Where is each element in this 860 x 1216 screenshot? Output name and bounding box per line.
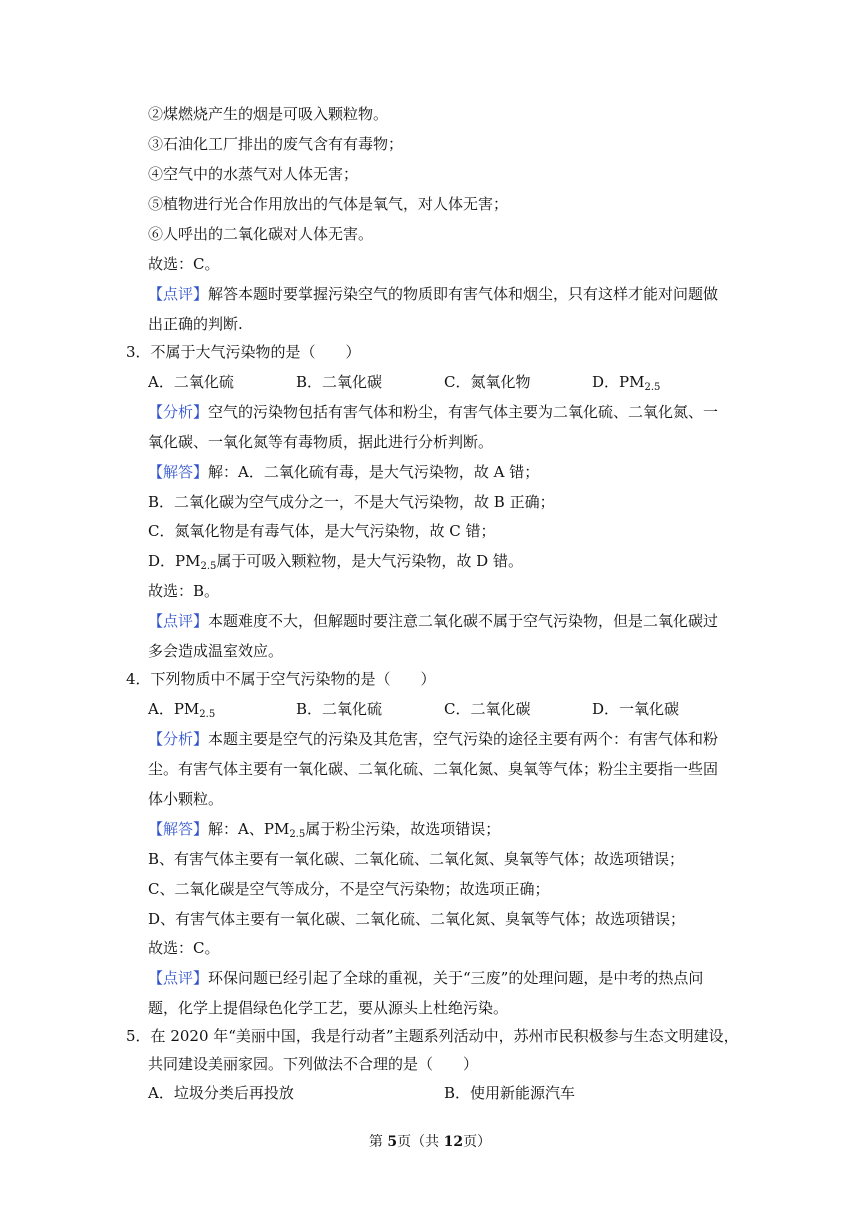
comment-tag: 【点评】 [148,612,209,630]
q2-item-6: ⑥人呼出的二氧化碳对人体无害。 [148,225,374,243]
q3-comment-line-1 [148,611,718,631]
q3-stem-text: 不属于大气污染物的是（ ） [150,343,361,361]
q4-analysis-text-1: 本题主要是空气的污染及其危害，空气污染的途径主要有两个：有害气体和粉 [208,730,719,748]
q4-stem-text: 下列物质中不属于空气污染物的是（ ） [150,670,436,688]
q4-option-b: B．二氧化硫 [296,700,383,718]
q4-option-d: D．一氧化碳 [592,700,680,718]
q3-option-b: B．二氧化碳 [296,373,383,391]
q5-stem-line-2: 共同建设美丽家园。下列做法不合理的是（ ） [148,1055,479,1073]
q3-option-d-sub: 2.5 [644,382,661,393]
q4-solution-1-pre: 解：A、PM [208,820,290,838]
q3-solution-line-2: B．二氧化碳为空气成分之一，不是大气污染物，故 B 正确； [148,493,555,511]
q3-analysis-line-2: 氧化碳、一氧化氮等有毒物质，据此进行分析判断。 [148,433,494,451]
q2-comment-line-2: 出正确的判断. [148,315,243,333]
q4-option-a-sub: 2.5 [199,709,216,720]
q5-option-a: A．垃圾分类后再投放 [148,1084,294,1102]
q3-solution-4-post: 属于可吸入颗粒物，是大气污染物，故 D 错。 [216,552,523,570]
q2-item-5: ⑤植物进行光合作用放出的气体是氧气，对人体无害； [148,195,509,213]
q4-comment-text-1: 环保问题已经引起了全球的重视，关于“三废”的处理问题，是中考的热点问 [208,969,704,987]
q5-options [148,1083,648,1103]
q2-answer: 故选：C。 [148,255,220,273]
q3-option-c: C．氮氧化物 [444,373,531,391]
q4-solution-line-2: B、有害气体主要有一氧化碳、二氧化硫、二氧化氮、臭氧等气体；故选项错误； [148,850,685,868]
q3-solution-4-pre: D．PM [148,552,201,570]
q4-option-a-text: A．PM [148,700,200,718]
q3-solution-line-3: C．氮氧化物是有毒气体，是大气污染物，故 C 错； [148,522,496,540]
q2-comment-text-1: 解答本题时要掌握污染空气的物质即有害气体和烟尘，只有这样才能对问题做 [208,285,719,303]
q3-options [148,372,748,392]
q4-answer: 故选：C。 [148,939,220,957]
q4-number: 4． [126,670,151,688]
footer-post: 页） [463,1134,492,1150]
q4-solution-1-post: 属于粉尘污染，故选项错误； [305,820,501,838]
q2-item-3: ③石油化工厂排出的废气含有有毒物； [148,135,404,153]
q4-analysis-line-3: 体小颗粒。 [148,790,224,808]
q2-comment-line-1 [148,284,718,304]
q3-solution-4-sub: 2.5 [200,561,217,572]
q4-solution-line-3: C、二氧化碳是空气等成分，不是空气污染物；故选项正确； [148,880,550,898]
q4-stem [126,669,436,689]
q3-stem [126,342,361,362]
solution-tag: 【解答】 [148,820,209,838]
q4-option-c: C．二氧化碳 [444,700,531,718]
q3-number: 3． [126,343,151,361]
q4-solution-line-4: D、有害气体主要有一氧化碳、二氧化硫、二氧化氮、臭氧等气体；故选项错误； [148,910,686,928]
page-footer [0,1131,860,1151]
q4-option-a [148,699,215,722]
q4-solution-1-sub: 2.5 [289,829,306,840]
q5-stem-text-1: 在 2020 年“美丽中国，我是行动者”主题系列活动中，苏州市民积极参与生态文明建设， [150,1027,739,1045]
analysis-tag: 【分析】 [148,403,209,421]
q3-comment-text-1: 本题难度不大，但解题时要注意二氧化碳不属于空气污染物，但是二氧化碳过 [208,612,719,630]
q5-number: 5． [126,1027,151,1045]
q3-answer: 故选：B。 [148,582,220,600]
q3-option-d-text: D．PM [592,373,645,391]
q2-item-4: ④空气中的水蒸气对人体无害； [148,165,359,183]
footer-mid: 页（共 [397,1134,444,1150]
q5-option-b: B．使用新能源汽车 [444,1084,576,1102]
comment-tag: 【点评】 [148,285,209,303]
q3-solution-line-1 [148,462,539,482]
footer-total-pages: 12 [443,1134,464,1150]
analysis-tag: 【分析】 [148,730,209,748]
q5-stem-line-1 [126,1026,739,1046]
q3-option-d [592,372,660,395]
q4-solution-line-1 [148,819,500,842]
q4-analysis-line-1 [148,729,718,749]
q3-solution-line-4 [148,551,523,574]
q3-comment-line-2: 多会造成温室效应。 [148,642,284,660]
solution-tag: 【解答】 [148,463,209,481]
q3-analysis-text-1: 空气的污染物包括有害气体和粉尘，有害气体主要为二氧化硫、二氧化氮、一 [208,403,719,421]
footer-pre: 第 [368,1134,388,1150]
q4-comment-line-2: 题，化学上提倡绿色化学工艺，要从源头上杜绝污染。 [148,999,509,1017]
footer-page-number: 5 [387,1134,398,1150]
q3-option-a: A．二氧化硫 [148,373,234,391]
q4-analysis-line-2: 尘。有害气体主要有一氧化碳、二氧化硫、二氧化氮、臭氧等气体；粉尘主要指一些固 [148,760,719,778]
q3-solution-text-1: 解：A．二氧化硫有毒，是大气污染物，故 A 错； [208,463,540,481]
q2-item-2: ②煤燃烧产生的烟是可吸入颗粒物。 [148,105,389,123]
q4-options [148,699,748,719]
q3-analysis-line-1 [148,402,718,422]
comment-tag: 【点评】 [148,969,209,987]
q4-comment-line-1 [148,968,703,988]
